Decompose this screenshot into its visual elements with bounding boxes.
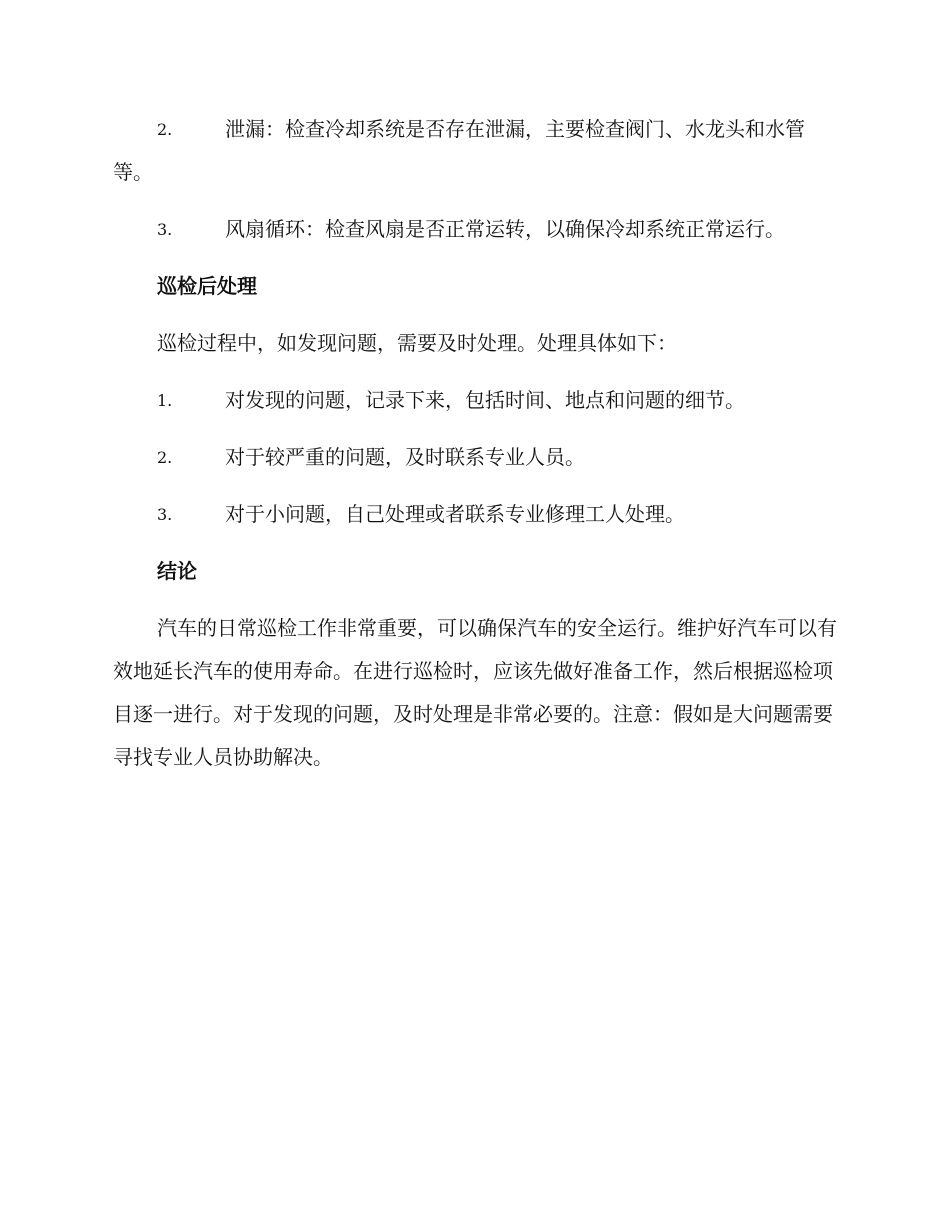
document-content bbox=[113, 108, 838, 793]
section-intro-paragraph: 巡检过程中，如发现问题，需要及时处理。处理具体如下： bbox=[157, 331, 677, 355]
list-item-number: 3. bbox=[157, 220, 173, 239]
section-heading-conclusion: 结论 bbox=[157, 559, 197, 583]
list-item bbox=[113, 208, 838, 251]
conclusion-paragraph: 汽车的日常巡检工作非常重要，可以确保汽车的安全运行。维护好汽车可以有效地延长汽车的使用寿命。在进行巡检时，应该先做好准备工作，然后根据巡检项目逐一进行。对于发现的问题，及时处理是非常必要的。注意：假如是大问题需要寻找专业人员协助解决。 bbox=[113, 616, 837, 769]
list-item bbox=[113, 436, 838, 479]
list-item-number: 2. bbox=[157, 448, 173, 467]
section-heading-after-inspection: 巡检后处理 bbox=[157, 274, 257, 298]
list-item bbox=[113, 108, 838, 194]
list-item-text: 对于小问题，自己处理或者联系专业修理工人处理。 bbox=[225, 502, 685, 526]
list-item-text: 对于较严重的问题，及时联系专业人员。 bbox=[225, 445, 585, 469]
list-item-text: 风扇循环：检查风扇是否正常运转，以确保冷却系统正常运行。 bbox=[225, 217, 785, 241]
list-item-number: 3. bbox=[157, 505, 173, 524]
list-item-number: 1. bbox=[157, 391, 173, 410]
list-item bbox=[113, 493, 838, 536]
list-item-number: 2. bbox=[157, 120, 173, 139]
list-item-text: 对发现的问题，记录下来，包括时间、地点和问题的细节。 bbox=[225, 388, 745, 412]
list-item bbox=[113, 379, 838, 422]
list-item-text: 泄漏：检查冷却系统是否存在泄漏，主要检查阀门、水龙头和水管等。 bbox=[113, 117, 805, 184]
